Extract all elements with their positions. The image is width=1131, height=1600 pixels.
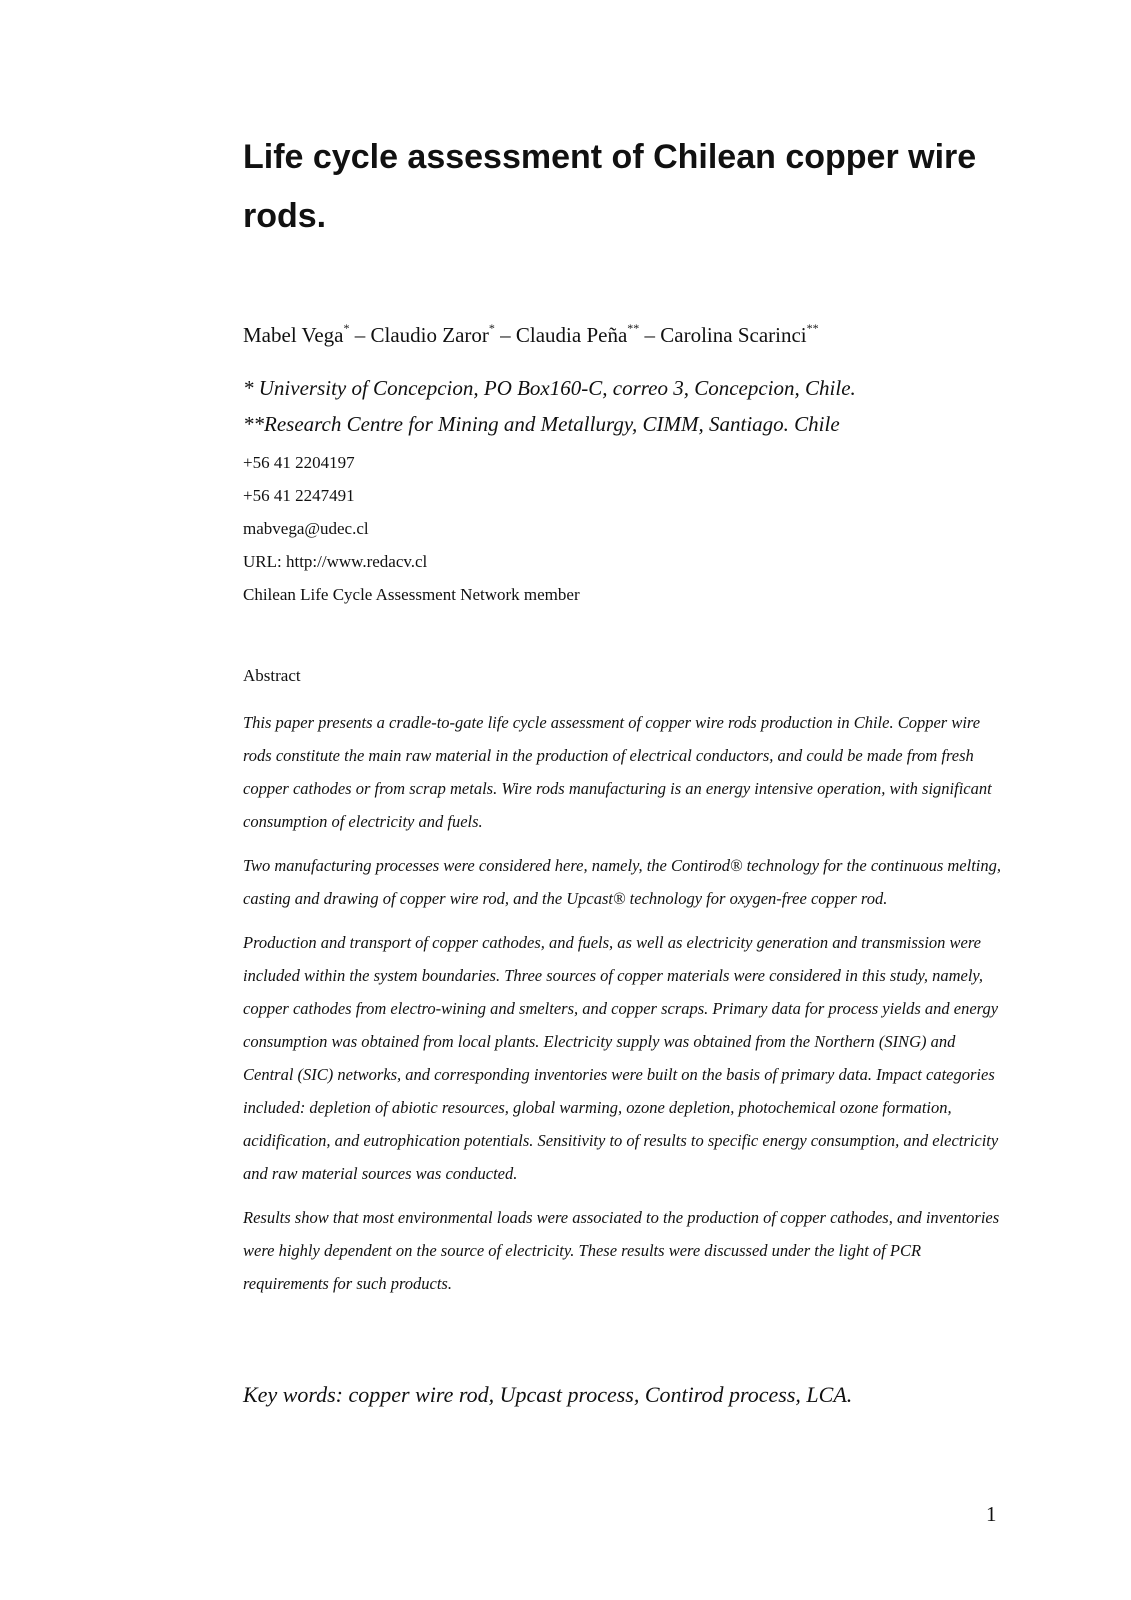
- abstract-body: [243, 706, 1003, 1311]
- author-mark: **: [806, 321, 819, 335]
- author-separator: –: [494, 323, 516, 347]
- contact-block: [243, 446, 1003, 611]
- keywords: Key words: copper wire rod, Upcast process, Contirod process, LCA.: [243, 1382, 853, 1407]
- abstract-paragraph: Two manufacturing processes were considered here, namely, the Contirod® technology for the continuous melting, casting and drawing of copper wire rod, and the Upcast® technology for oxygen-free copper rod.: [243, 856, 1001, 908]
- author-mark: *: [488, 321, 495, 335]
- email: mabvega@udec.cl: [243, 519, 369, 538]
- affiliations: [243, 370, 1003, 442]
- author-separator: –: [349, 323, 371, 347]
- affiliation-1: * University of Concepcion, PO Box160-C, correo 3, Concepcion, Chile.: [243, 376, 856, 400]
- page-number: 1: [986, 1502, 997, 1526]
- abstract-paragraph: Production and transport of copper cathodes, and fuels, as well as electricity generation and transmission were included within the system boundaries. Three sources of copper materials were considered in this study, namely, copper cathodes from electro-wining and smelters, and copper scraps. Primary data for process yields and energy consumption was obtained from local plants. Electricity supply was obtained from the Northern (SING) and Central (SIC) networks, and corresponding inventories were built on the basis of primary data. Impact categories included: depletion of abiotic resources, global warming, ozone depletion, photochemical ozone formation, acidification, and eutrophication potentials. Sensitivity to of results to specific energy consumption, and electricity and raw material sources was conducted.: [243, 933, 999, 1183]
- author-name: Carolina Scarinci: [660, 323, 807, 347]
- author-mark: *: [343, 321, 350, 335]
- phone-2: +56 41 2247491: [243, 486, 355, 505]
- author-mark: **: [627, 321, 640, 335]
- phone-1: +56 41 2204197: [243, 453, 355, 472]
- network-membership: Chilean Life Cycle Assessment Network member: [243, 585, 580, 604]
- author-line: [243, 320, 1003, 350]
- paper-title: Life cycle assessment of Chilean copper wire rods.: [243, 138, 977, 235]
- url: URL: http://www.redacv.cl: [243, 552, 428, 571]
- abstract-heading: Abstract: [243, 666, 301, 685]
- author-name: Mabel Vega: [243, 323, 344, 347]
- affiliation-2: **Research Centre for Mining and Metallurgy, CIMM, Santiago. Chile: [243, 412, 840, 436]
- abstract-paragraph: This paper presents a cradle-to-gate life cycle assessment of copper wire rods production in Chile. Copper wire rods constitute the main raw material in the production of electrical conductors, and could be made from fresh copper cathodes or from scrap metals. Wire rods manufacturing is an energy intensive operation, with significant consumption of electricity and fuels.: [243, 713, 992, 831]
- author-name: Claudia Peña: [515, 323, 628, 347]
- author-separator: –: [639, 323, 661, 347]
- abstract-paragraph: Results show that most environmental loads were associated to the production of copper cathodes, and inventories were highly dependent on the source of electricity. These results were discussed under the light of PCR requirements for such products.: [243, 1208, 1000, 1293]
- author-name: Claudio Zaror: [370, 323, 489, 347]
